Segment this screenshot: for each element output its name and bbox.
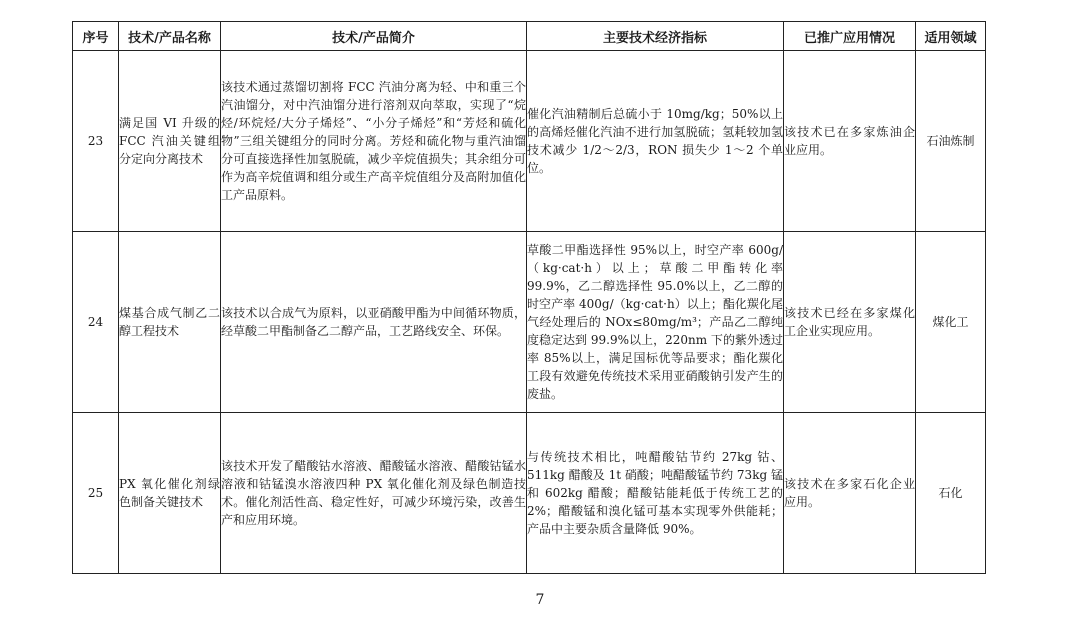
row-number: 23 [73,51,119,232]
tech-name: PX 氧化催化剂绿色制备关键技术 [119,413,221,574]
tech-status: 该技术在多家石化企业应用。 [784,413,916,574]
table-header-row [73,22,986,51]
header-status: 已推广应用情况 [784,22,916,51]
tech-status: 该技术已经在多家煤化工企业实现应用。 [784,232,916,413]
tech-metrics: 草酸二甲酯选择性 95%以上，时空产率 600g/（kg·cat·h）以上；草酸二甲酯转化率 99.9%，乙二醇选择性 95.0%以上，乙二醇的时空产率 400g/（kg·cat·h）以上；酯化羰化尾气经处理后的 NOx≤80mg/m³；产品乙二醇纯度稳定达到 99.9%以上，220nm 下的紫外透过率 85%以上，满足国标优等品要求；酯化羰化工段有效避免传统技术采用亚硝酸钠引发产生的废盐。 [527,232,784,413]
tech-name: 满足国 VI 升级的 FCC 汽油关键组分定向分离技术 [119,51,221,232]
tech-field: 煤化工 [916,232,986,413]
page-number: 7 [535,592,545,608]
tech-brief: 该技术以合成气为原料，以亚硝酸甲酯为中间循环物质，经草酸二甲酯制备乙二醇产品，工艺路线安全、环保。 [221,232,527,413]
header-brief: 技术/产品简介 [221,22,527,51]
tech-brief: 该技术开发了醋酸钴水溶液、醋酸锰水溶液、醋酸钴锰水溶液和钴锰溴水溶液四种 PX 氧化催化剂及绿色制造技术。催化剂活性高、稳定性好，可减少环境污染，改善生产和应用环境。 [221,413,527,574]
tech-field: 石化 [916,413,986,574]
header-no: 序号 [73,22,119,51]
tech-brief: 该技术通过蒸馏切割将 FCC 汽油分离为轻、中和重三个汽油馏分，对中汽油馏分进行溶剂双向萃取，实现了“烷烃/环烷烃/大分子烯烃”、“小分子烯烃”和“芳烃和硫化物”三组关键组分的同时分离。芳烃和硫化物与重汽油馏分可直接选择性加氢脱硫，减少辛烷值损失；其余组分可作为高辛烷值调和组分或生产高辛烷值组分及高附加值化工产品原料。 [221,51,527,232]
header-name: 技术/产品名称 [119,22,221,51]
row-number: 25 [73,413,119,574]
tech-name: 煤基合成气制乙二醇工程技术 [119,232,221,413]
row-number: 24 [73,232,119,413]
header-field: 适用领域 [916,22,986,51]
technology-table [72,21,986,574]
tech-field: 石油炼制 [916,51,986,232]
table-row [73,232,986,413]
tech-status: 该技术已在多家炼油企业应用。 [784,51,916,232]
table-row [73,51,986,232]
tech-metrics: 催化汽油精制后总硫小于 10mg/kg；50%以上的高烯烃催化汽油不进行加氢脱硫；氢耗较加氢技术减少 1/2～2/3，RON 损失少 1～2 个单位。 [527,51,784,232]
tech-metrics: 与传统技术相比，吨醋酸钴节约 27kg 钴、511kg 醋酸及 1t 硝酸；吨醋酸锰节约 73kg 锰和 602kg 醋酸；醋酸钴能耗低于传统工艺的 2%；醋酸锰和溴化锰可基本实现零外供能耗；产品中主要杂质含量降低 90%。 [527,413,784,574]
header-metrics: 主要技术经济指标 [527,22,784,51]
table-row [73,413,986,574]
